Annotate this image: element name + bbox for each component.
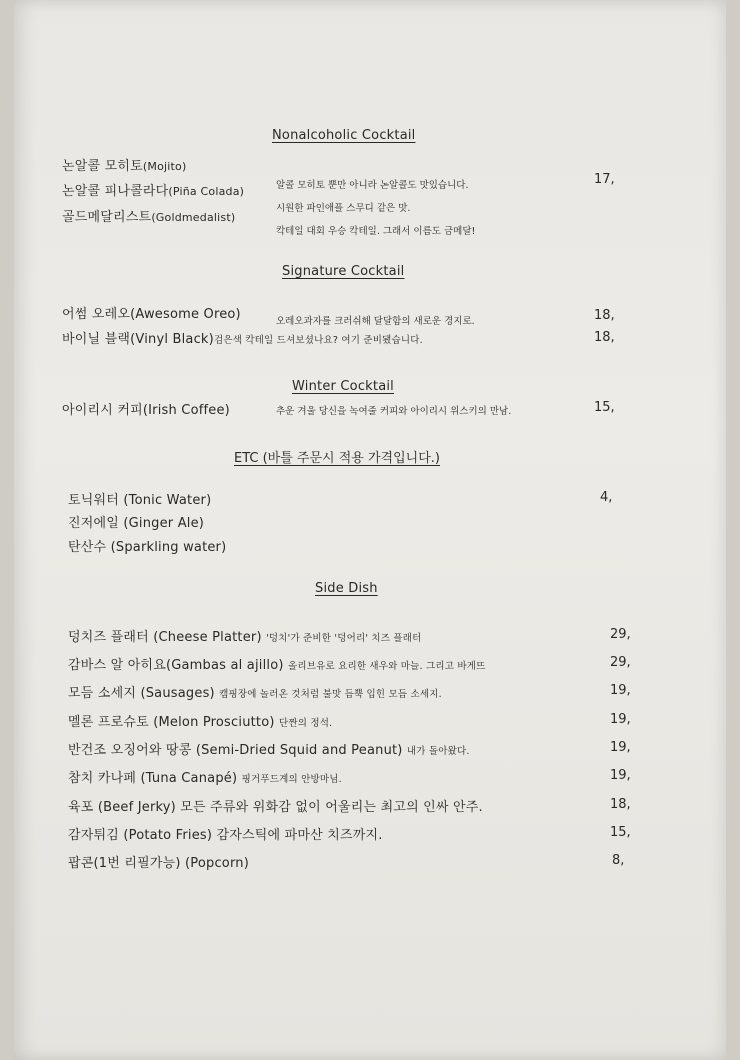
menu-item-price: 15,: [594, 400, 615, 415]
menu-item-name: 탄산수 (Sparkling water): [68, 540, 227, 555]
menu-item-name: 반건조 오징어와 땅콩 (Semi-Dried Squid and Peanut) 내가 돌아왔다.: [68, 743, 470, 758]
menu-item-price: 29,: [610, 627, 631, 642]
menu-item-name: 모듬 소세지 (Sausages) 캠핑장에 놀러온 것처럼 불맛 듬뿍 입힌 모듬 소세지.: [68, 686, 442, 701]
menu-item-price: 4,: [600, 490, 613, 505]
menu-item-name: 참치 카나페 (Tuna Canapé) 핑거푸드계의 안방마님.: [68, 771, 342, 786]
menu-item-description: 칵테일 대회 우승 칵테일. 그래서 이름도 금메달!: [276, 226, 476, 237]
menu-item-description: 알콜 모히토 뿐만 아니라 논알콜도 맛있습니다.: [276, 180, 469, 191]
menu-item-price: 15,: [610, 825, 631, 840]
menu-item-price: 19,: [610, 712, 631, 727]
menu-item-name: 논알콜 피나콜라다(Piña Colada): [62, 184, 245, 199]
menu-item-price: 18,: [594, 330, 615, 345]
menu-item-name: 덩치즈 플래터 (Cheese Platter) '덩치'가 준비한 '덩어리' 치즈 플래터: [68, 630, 422, 645]
menu-item-name: 감자튀김 (Potato Fries) 감자스틱에 파마산 치즈까지.: [68, 828, 383, 843]
menu-item-price: 18,: [594, 308, 615, 323]
section-title-nonalcoholic: Nonalcoholic Cocktail: [272, 128, 416, 143]
menu-item-price: 17,: [594, 172, 615, 187]
menu-item-price: 18,: [610, 797, 631, 812]
section-title-etc: ETC (바틀 주문시 적용 가격입니다.): [234, 451, 440, 466]
menu-item-name: 멜론 프로슈토 (Melon Prosciutto) 단짠의 정석.: [68, 715, 333, 730]
menu-item-name: 어썸 오레오(Awesome Oreo): [62, 307, 241, 322]
menu-item-name: 육포 (Beef Jerky) 모든 주류와 위화감 없이 어울리는 최고의 인싸 안주.: [68, 800, 483, 815]
menu-item-name: 팝콘(1번 리필가능) (Popcorn): [68, 856, 249, 871]
menu-item-price: 19,: [610, 740, 631, 755]
menu-item-price: 19,: [610, 768, 631, 783]
section-title-winter: Winter Cocktail: [292, 379, 394, 394]
menu-item-name: 진저에일 (Ginger Ale): [68, 516, 205, 531]
section-title-side-dish: Side Dish: [315, 581, 378, 596]
menu-item-name: 감바스 알 아히요(Gambas al ajillo) 올리브유로 요리한 새우와 마늘. 그리고 바게뜨: [68, 658, 486, 673]
menu-item-description: 추운 겨울 당신을 녹여줄 커피와 아이리시 위스키의 만남.: [276, 406, 512, 417]
menu-item-name: 논알콜 모히토(Mojito): [62, 159, 187, 174]
menu-item-price: 29,: [610, 655, 631, 670]
menu-item-name: 바이닐 블랙(Vinyl Black)검은색 칵테일 드셔보셨나요? 여기 준비됐습니다.: [62, 332, 423, 347]
menu-page: [14, 0, 726, 1060]
menu-item-name: 골드메달리스트(Goldmedalist): [62, 210, 236, 225]
menu-item-name: 토닉워터 (Tonic Water): [68, 493, 212, 508]
section-title-signature: Signature Cocktail: [282, 264, 405, 279]
menu-item-description: 오레오과자를 크러쉬해 달달함의 새로운 경지로.: [276, 316, 475, 327]
menu-item-price: 19,: [610, 683, 631, 698]
menu-item-description: 시원한 파인애플 스무디 같은 맛.: [276, 203, 411, 214]
menu-item-name: 아이리시 커피(Irish Coffee): [62, 403, 230, 418]
menu-item-price: 8,: [612, 853, 625, 868]
